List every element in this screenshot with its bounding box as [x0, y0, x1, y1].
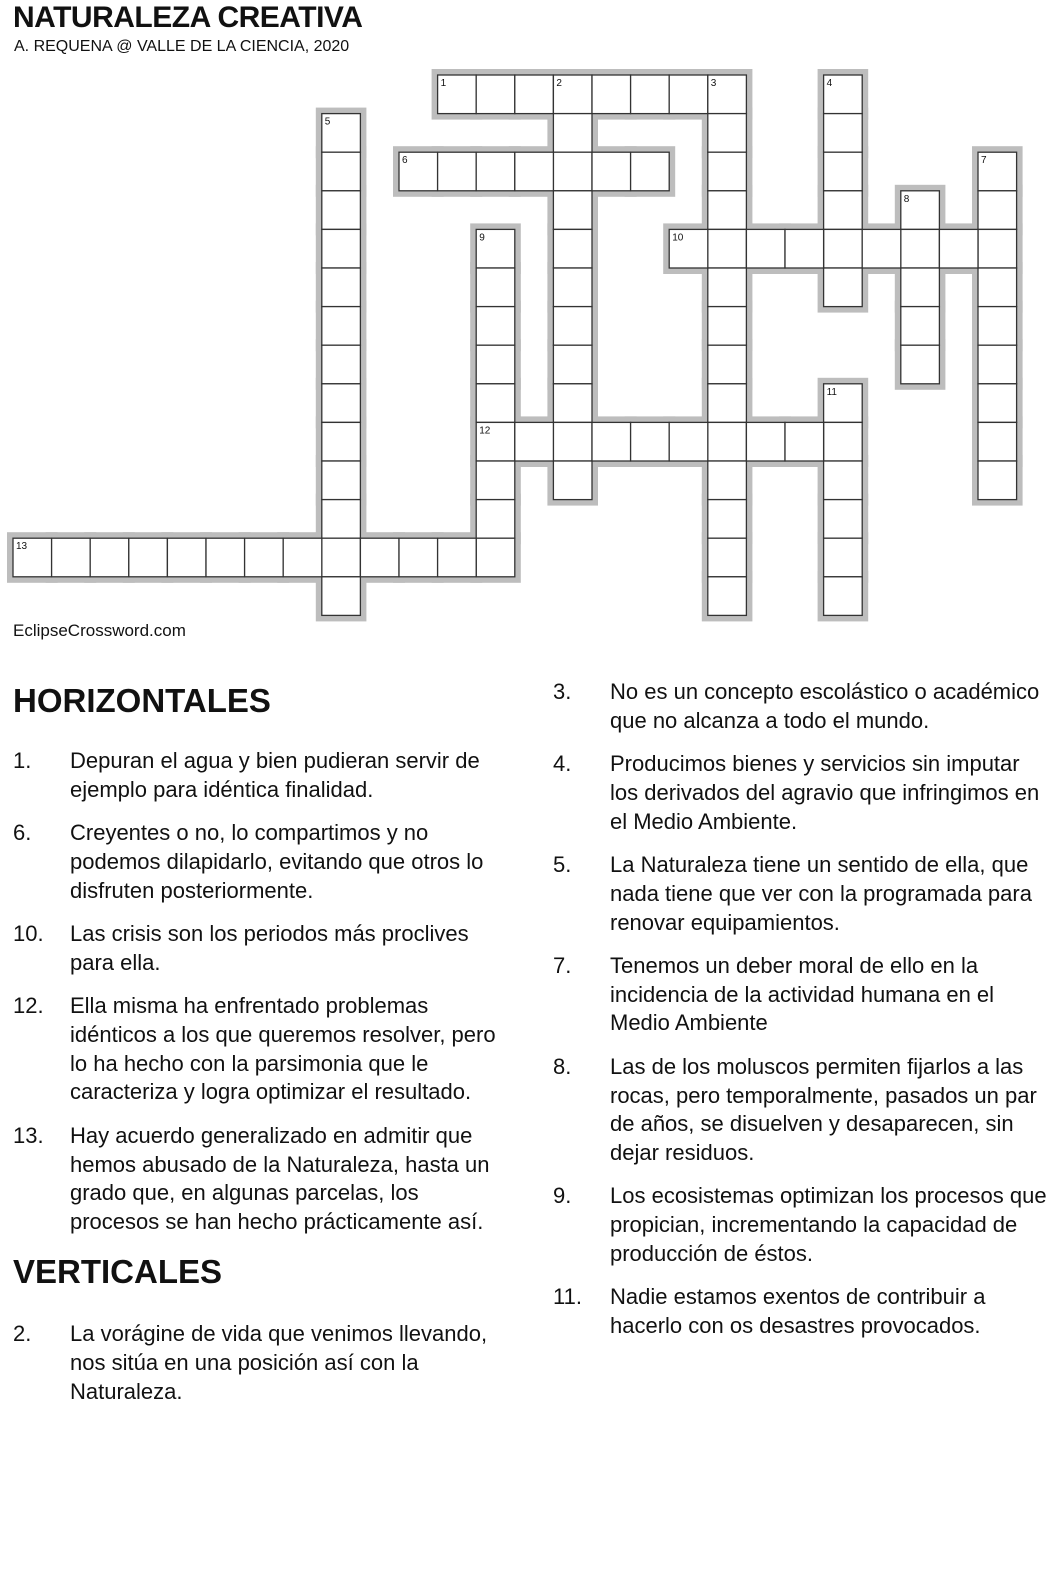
clue-number: 9. — [553, 1183, 572, 1209]
grid-cell[interactable] — [322, 384, 361, 423]
clue-text: Producimos bienes y servicios sin imputar los derivados del agravio que infringimos en el Medio Ambiente. — [610, 751, 1040, 834]
grid-cell[interactable] — [515, 422, 554, 461]
grid-cell[interactable] — [708, 500, 747, 539]
clue-number: 8. — [553, 1053, 572, 1079]
grid-cell[interactable] — [824, 461, 863, 500]
grid-cell[interactable] — [708, 307, 747, 346]
grid-cell[interactable] — [708, 191, 747, 230]
grid-cell[interactable] — [52, 538, 91, 577]
grid-cell[interactable] — [785, 229, 824, 268]
page-title: NATURALEZA CREATIVA — [13, 1, 363, 34]
grid-cell[interactable] — [553, 345, 592, 384]
grid-cell[interactable] — [322, 191, 361, 230]
clue-number: 4. — [553, 751, 572, 777]
down-heading: VERTICALES — [13, 1253, 223, 1291]
grid-cell[interactable] — [515, 75, 554, 114]
grid-cell[interactable] — [206, 538, 245, 577]
clue-text: Ella misma ha enfrentado problemas idénticos a los que queremos resolver, pero lo ha hecho con la parsimonia que le caracteriza y logra optimizar el resultado. — [70, 993, 496, 1105]
grid-cell[interactable] — [322, 538, 361, 577]
grid-cell[interactable] — [553, 114, 592, 153]
clue-number: 6. — [13, 820, 32, 846]
grid-cell[interactable] — [978, 307, 1017, 346]
grid-cell[interactable] — [901, 268, 940, 307]
clue-number: 13. — [13, 1122, 44, 1148]
grid-cell[interactable] — [438, 538, 477, 577]
grid-cell[interactable] — [978, 268, 1017, 307]
grid-cell[interactable] — [708, 114, 747, 153]
grid-cell[interactable] — [322, 268, 361, 307]
grid-cell[interactable] — [167, 538, 206, 577]
grid-cell[interactable] — [553, 191, 592, 230]
grid-cell[interactable] — [824, 152, 863, 191]
clue-down-11 — [553, 1283, 1053, 1341]
grid-cell[interactable] — [978, 384, 1017, 423]
clue-text: La vorágine de vida que venimos llevando, nos sitúa en una posición así con la Naturaleza. — [70, 1321, 488, 1405]
grid-cell[interactable] — [824, 114, 863, 153]
grid-cell[interactable] — [824, 577, 863, 616]
grid-cell[interactable] — [746, 229, 785, 268]
clue-number-label: 8 — [903, 193, 910, 205]
clue-text: Las de los moluscos permiten fijarlos a las rocas, pero temporalmente, pasados un par de años, se disuelven y desaparecen, sin dejar residuos. — [610, 1053, 1037, 1166]
grid-cell[interactable] — [901, 307, 940, 346]
grid-cell[interactable] — [631, 152, 670, 191]
clue-text: No es un concepto escolástico o académico que no alcanza a todo el mundo. — [610, 679, 1040, 733]
grid-cell[interactable] — [553, 422, 592, 461]
grid-cell[interactable] — [708, 384, 747, 423]
grid-cell[interactable] — [553, 152, 592, 191]
grid-cell[interactable] — [669, 422, 708, 461]
grid-cell[interactable] — [515, 152, 554, 191]
clue-across-10 — [13, 920, 513, 978]
grid-cell[interactable] — [322, 229, 361, 268]
grid-cell[interactable] — [322, 307, 361, 346]
clue-text: Nadie estamos exentos de contribuir a hacerlo con os desastres provocados. — [610, 1284, 986, 1339]
grid-cell[interactable] — [592, 152, 631, 191]
grid-cell[interactable] — [708, 229, 747, 268]
source-credit: EclipseCrossword.com — [13, 621, 186, 640]
clue-number: 5. — [553, 851, 572, 877]
grid-cell[interactable] — [824, 500, 863, 539]
grid-cell[interactable] — [824, 229, 863, 268]
grid-cell[interactable] — [708, 577, 747, 616]
grid-cell[interactable] — [476, 152, 515, 191]
grid-cell[interactable] — [476, 75, 515, 114]
grid-cell[interactable] — [553, 307, 592, 346]
grid-cell[interactable] — [129, 538, 168, 577]
grid-cell[interactable] — [978, 191, 1017, 230]
clue-down-5 — [553, 851, 1053, 937]
grid-cell[interactable] — [476, 307, 515, 346]
grid-cell[interactable] — [708, 152, 747, 191]
across-clue-list — [13, 747, 513, 1237]
grid-cell[interactable] — [322, 152, 361, 191]
clue-across-6 — [13, 819, 513, 905]
clue-down-3 — [553, 678, 1053, 736]
grid-cell[interactable] — [708, 538, 747, 577]
clue-text: Depuran el agua y bien pudieran servir de ejemplo para idéntica finalidad. — [70, 748, 480, 802]
grid-cell[interactable] — [978, 229, 1017, 268]
grid-cell[interactable] — [476, 538, 515, 577]
clue-across-13 — [13, 1122, 513, 1237]
grid-cell[interactable] — [746, 422, 785, 461]
grid-cell[interactable] — [476, 500, 515, 539]
grid-cell[interactable] — [438, 152, 477, 191]
grid-cell[interactable] — [978, 422, 1017, 461]
grid-cell[interactable] — [939, 229, 978, 268]
clue-down-9 — [553, 1182, 1053, 1268]
grid-cell[interactable] — [631, 422, 670, 461]
grid-cell[interactable] — [553, 229, 592, 268]
grid-cell[interactable] — [90, 538, 129, 577]
clue-number-label: 2 — [556, 78, 562, 89]
clue-down-4 — [553, 750, 1053, 836]
grid-cell[interactable] — [785, 422, 824, 461]
clue-number-label: 10 — [672, 232, 684, 244]
grid-cell[interactable] — [476, 268, 515, 307]
clue-text: Hay acuerdo generalizado en admitir que hemos abusado de la Naturaleza, hasta un grado que, en algunas parcelas, los procesos se han hecho prácticamente así. — [70, 1122, 490, 1235]
clue-text: Las crisis son los periodos más proclives para ella. — [70, 920, 469, 975]
grid-cell[interactable] — [592, 422, 631, 461]
grid-cell[interactable] — [631, 75, 670, 114]
clue-number: 2. — [13, 1321, 32, 1347]
grid-cell[interactable] — [862, 229, 901, 268]
clue-number-label: 6 — [402, 155, 408, 167]
grid-cell[interactable] — [708, 268, 747, 307]
clue-number-label: 4 — [826, 78, 833, 89]
grid-cell[interactable] — [553, 384, 592, 423]
clue-number-label: 9 — [479, 232, 485, 244]
grid-cell[interactable] — [283, 538, 322, 577]
clue-across-12 — [13, 992, 513, 1107]
clue-text: Tenemos un deber moral de ello en la incidencia de la actividad humana en el Medio Ambiente — [610, 952, 995, 1036]
clue-down-7 — [553, 952, 1053, 1038]
clue-down-2 — [13, 1320, 513, 1406]
clue-text: Los ecosistemas optimizan los procesos que propician, incrementando la capacidad de producción de éstos. — [610, 1183, 1047, 1267]
crossword-grid — [0, 0, 1058, 640]
grid-cell[interactable] — [360, 538, 399, 577]
clue-number-label: 11 — [826, 386, 837, 398]
clue-number: 1. — [13, 748, 32, 773]
grid-cell[interactable] — [978, 461, 1017, 500]
grid-cell[interactable] — [824, 191, 863, 230]
grid-cell[interactable] — [708, 422, 747, 461]
clue-number-label: 7 — [981, 155, 987, 167]
grid-cell[interactable] — [476, 461, 515, 500]
grid-cell[interactable] — [322, 422, 361, 461]
clue-number-label: 3 — [710, 78, 717, 89]
clue-number: 12. — [13, 993, 44, 1019]
grid-cell[interactable] — [978, 345, 1017, 384]
clue-number-label: 12 — [479, 425, 491, 437]
grid-cell[interactable] — [553, 268, 592, 307]
clue-number-label: 5 — [324, 116, 331, 128]
clue-number: 11. — [553, 1284, 582, 1310]
clue-number-label: 1 — [440, 78, 447, 89]
grid-cell[interactable] — [592, 75, 631, 114]
grid-cell[interactable] — [553, 461, 592, 500]
grid-cell[interactable] — [476, 384, 515, 423]
clues-right-column — [553, 678, 1053, 1355]
grid-cell[interactable] — [245, 538, 284, 577]
clue-down-8 — [553, 1053, 1053, 1168]
grid-cell[interactable] — [322, 577, 361, 616]
clue-text: Creyentes o no, lo compartimos y no podemos dilapidarlo, evitando que otros lo disfruten posteriormente. — [70, 820, 484, 903]
clue-number: 3. — [553, 679, 572, 704]
grid-cell[interactable] — [399, 538, 438, 577]
grid-cell[interactable] — [322, 500, 361, 539]
grid-cell[interactable] — [901, 229, 940, 268]
grid-cell[interactable] — [901, 345, 940, 384]
across-heading: HORIZONTALES — [13, 682, 271, 719]
clue-text: La Naturaleza tiene un sentido de ella, que nada tiene que ver con la programada para renovar equipamientos. — [610, 851, 1032, 935]
grid-cell[interactable] — [824, 422, 863, 461]
page-subtitle: A. REQUENA @ VALLE DE LA CIENCIA, 2020 — [14, 38, 350, 55]
clue-number: 10. — [13, 920, 44, 946]
clue-across-1 — [13, 747, 513, 805]
clue-number: 7. — [553, 952, 572, 978]
grid-cell[interactable] — [824, 538, 863, 577]
grid-cell[interactable] — [322, 461, 361, 500]
grid-cell[interactable] — [669, 75, 708, 114]
grid-cell[interactable] — [322, 345, 361, 384]
grid-cell[interactable] — [708, 345, 747, 384]
clues-left-column — [13, 678, 513, 1421]
clue-number-label: 13 — [16, 541, 28, 553]
grid-cell[interactable] — [824, 268, 863, 307]
grid-cell[interactable] — [708, 461, 747, 500]
grid-cell[interactable] — [476, 345, 515, 384]
